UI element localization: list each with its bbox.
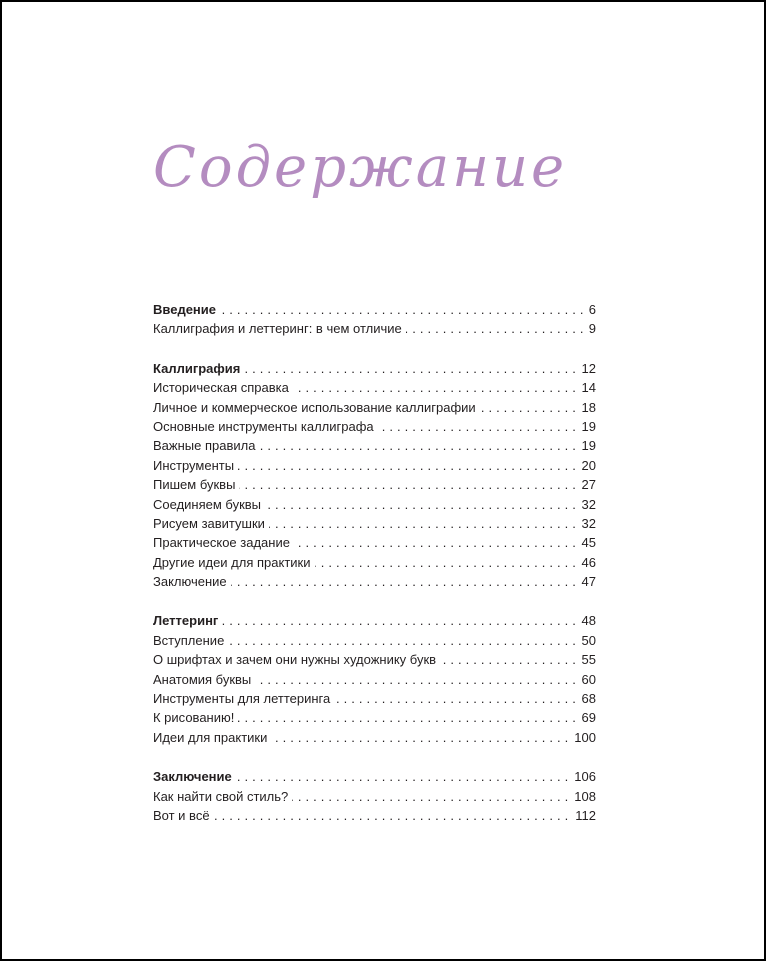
toc-heading[interactable] (153, 300, 596, 319)
toc-entry-label: Идеи для практики (153, 730, 271, 745)
toc-page-number: 47 (578, 572, 596, 591)
toc-page-number: 6 (585, 300, 596, 319)
toc-entry[interactable] (153, 495, 596, 514)
toc-entry-label: Личное и коммерческое использование каллиграфии (153, 400, 480, 415)
toc-entry[interactable] (153, 514, 596, 533)
toc-entry-label: Пишем буквы (153, 477, 239, 492)
toc-entry-label: К рисованию! (153, 710, 238, 725)
toc-section-introduction (153, 300, 596, 339)
toc-entry[interactable] (153, 631, 596, 650)
toc-entry[interactable] (153, 708, 596, 727)
toc-page-number: 9 (585, 319, 596, 338)
toc-page-number: 20 (578, 456, 596, 475)
toc-entry-label: Вот и всё (153, 808, 214, 823)
toc-heading[interactable] (153, 611, 596, 630)
toc-page-number: 108 (570, 787, 596, 806)
toc-entry-label: Инструменты (153, 458, 238, 473)
toc-page-number: 27 (578, 475, 596, 494)
toc-entry-label: Основные инструменты каллиграфа (153, 419, 378, 434)
toc-section-calligraphy (153, 359, 596, 592)
toc-heading-label: Введение (153, 302, 220, 317)
toc-entry[interactable] (153, 475, 596, 494)
toc-heading-label: Заключение (153, 769, 236, 784)
toc-heading[interactable] (153, 767, 596, 786)
toc-entry-label: О шрифтах и зачем они нужны художнику букв (153, 652, 440, 667)
toc-page-number: 69 (578, 708, 596, 727)
toc-page-number: 55 (578, 650, 596, 669)
toc-heading-label: Каллиграфия (153, 361, 244, 376)
toc-entry[interactable] (153, 670, 596, 689)
toc-entry-label: Другие идеи для практики (153, 555, 315, 570)
toc-page-number: 106 (570, 767, 596, 786)
toc-entry[interactable] (153, 689, 596, 708)
toc-entry[interactable] (153, 319, 596, 338)
toc-entry[interactable] (153, 553, 596, 572)
toc-page-number: 19 (578, 436, 596, 455)
toc-entry[interactable] (153, 806, 596, 825)
toc-page-number: 18 (578, 398, 596, 417)
toc-page-number: 100 (570, 728, 596, 747)
toc-page-number: 32 (578, 514, 596, 533)
toc-heading[interactable] (153, 359, 596, 378)
toc-entry[interactable] (153, 417, 596, 436)
toc-page-number: 32 (578, 495, 596, 514)
toc-entry-label: Заключение (153, 574, 231, 589)
toc-section-conclusion (153, 767, 596, 825)
toc-entry[interactable] (153, 533, 596, 552)
toc-entry-label: Рисуем завитушки (153, 516, 269, 531)
toc-entry[interactable] (153, 398, 596, 417)
toc-entry-label: Практическое задание (153, 535, 294, 550)
toc-entry-label: Соединяем буквы (153, 497, 265, 512)
toc-entry[interactable] (153, 456, 596, 475)
toc-entry[interactable] (153, 572, 596, 591)
toc-page-number: 68 (578, 689, 596, 708)
toc-page-number: 12 (578, 359, 596, 378)
toc-entry-label: Историческая справка (153, 380, 293, 395)
toc-entry[interactable] (153, 787, 596, 806)
toc-entry[interactable] (153, 728, 596, 747)
toc-entry-label: Как найти свой стиль? (153, 789, 292, 804)
toc-page-number: 46 (578, 553, 596, 572)
toc-heading-label: Леттеринг (153, 613, 222, 628)
toc-page-number: 14 (578, 378, 596, 397)
toc-entry-label: Каллиграфия и леттеринг: в чем отличие (153, 321, 406, 336)
table-of-contents (153, 300, 596, 845)
toc-page-number: 48 (578, 611, 596, 630)
toc-page-number: 60 (578, 670, 596, 689)
toc-entry-label: Анатомия буквы (153, 672, 255, 687)
toc-page-number: 19 (578, 417, 596, 436)
toc-entry[interactable] (153, 378, 596, 397)
toc-page-number: 45 (578, 533, 596, 552)
toc-section-lettering (153, 611, 596, 747)
toc-page-number: 50 (578, 631, 596, 650)
toc-entry-label: Вступление (153, 633, 228, 648)
toc-entry-label: Важные правила (153, 438, 259, 453)
toc-entry[interactable] (153, 436, 596, 455)
toc-entry[interactable] (153, 650, 596, 669)
page-title: Содержание (153, 135, 568, 200)
toc-entry-label: Инструменты для леттеринга (153, 691, 334, 706)
toc-page-number: 112 (571, 806, 596, 825)
